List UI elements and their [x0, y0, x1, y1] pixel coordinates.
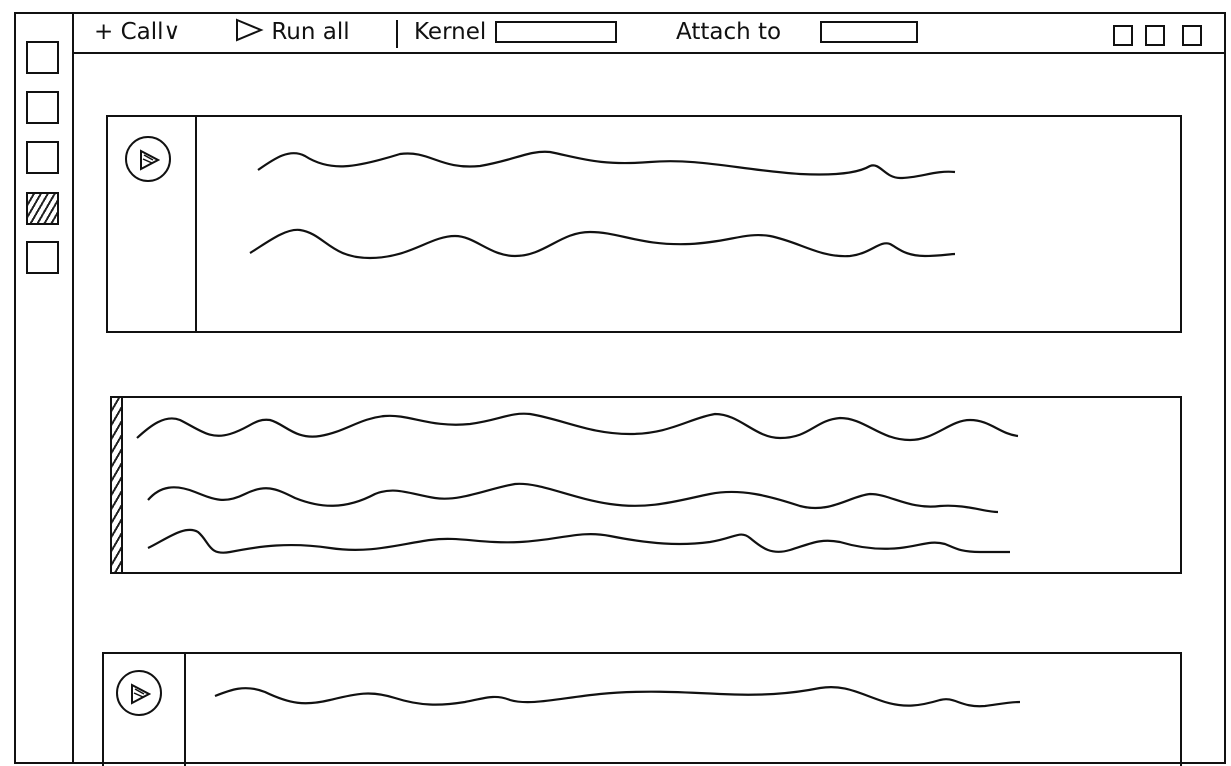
attach-to-label: Attach to	[676, 19, 782, 45]
run-all-label: Run all	[271, 19, 350, 45]
cell-3-line-1	[215, 687, 1020, 706]
kernel-label: Kernel	[414, 19, 487, 45]
add-cell-button[interactable]: + Call∨	[94, 19, 181, 45]
